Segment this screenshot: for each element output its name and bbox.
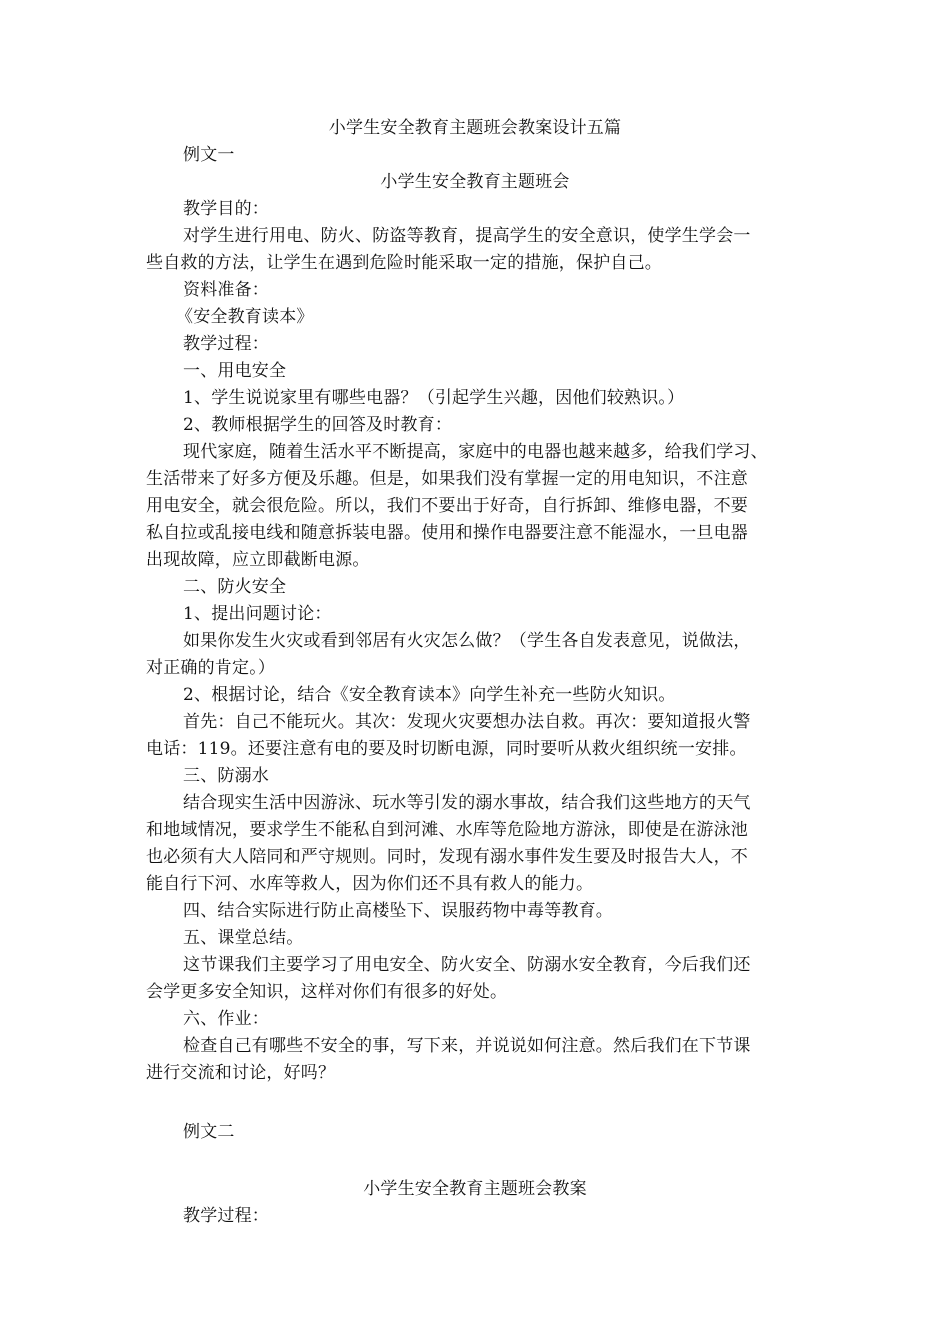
- materials-item: 《安全教育读本》: [176, 307, 314, 327]
- list-item: 1、提出问题讨论：: [183, 604, 332, 624]
- paragraph-line: 会学更多安全知识，这样对你们有很多的好处。: [146, 982, 508, 1002]
- section-heading: 三、防溺水: [183, 766, 269, 786]
- document-title: 小学生安全教育主题班会教案设计五篇: [328, 118, 622, 138]
- paragraph-line: 检查自己有哪些不安全的事，写下来，并说说如何注意。然后我们在下节课: [183, 1036, 751, 1056]
- paragraph-line: 电话：119。还要注意有电的要及时切断电源，同时要听从救火组织统一安排。: [146, 739, 747, 759]
- paragraph-line: 用电安全，就会很危险。所以，我们不要出于好奇，自行拆卸、维修电器，不要: [146, 496, 748, 516]
- paragraph-line: 进行交流和讨论，好吗？: [146, 1063, 336, 1083]
- section-heading: 四、结合实际进行防止高楼坠下、误服药物中毒等教育。: [183, 901, 613, 921]
- paragraph-line: 生活带来了好多方便及乐趣。但是，如果我们没有掌握一定的用电知识，不注意: [146, 469, 748, 489]
- example2-title: 小学生安全教育主题班会教案: [363, 1179, 587, 1199]
- example2-label: 例文二: [183, 1122, 235, 1142]
- paragraph-line: 也必须有大人陪同和严守规则。同时，发现有溺水事件发生要及时报告大人，不: [146, 847, 748, 867]
- section-heading: 五、课堂总结。: [183, 928, 304, 948]
- paragraph-line: 和地域情况，要求学生不能私自到河滩、水库等危险地方游泳，即使是在游泳池: [146, 820, 748, 840]
- objective-line: 对学生进行用电、防火、防盗等教育，提高学生的安全意识，使学生学会一: [183, 226, 751, 246]
- paragraph-line: 能自行下河、水库等救人，因为你们还不具有救人的能力。: [146, 874, 594, 894]
- paragraph-line: 如果你发生火灾或看到邻居有火灾怎么做？（学生各自发表意见，说做法，: [183, 631, 751, 651]
- paragraph-line: 私自拉或乱接电线和随意拆装电器。使用和操作电器要注意不能湿水，一旦电器: [146, 523, 748, 543]
- section-heading: 二、防火安全: [183, 577, 287, 597]
- paragraph-line: 对正确的肯定。）: [146, 658, 276, 678]
- section-heading: 六、作业：: [183, 1009, 269, 1029]
- objective-line: 些自救的方法，让学生在遇到危险时能采取一定的措施，保护自己。: [146, 253, 662, 273]
- objective-heading: 教学目的：: [183, 199, 269, 219]
- example1-title: 小学生安全教育主题班会: [380, 172, 570, 192]
- section-heading: 一、用电安全: [183, 361, 287, 381]
- paragraph-line: 出现故障，应立即截断电源。: [146, 550, 370, 570]
- process-heading: 教学过程：: [183, 1206, 269, 1226]
- paragraph-line: 首先：自己不能玩火。其次：发现火灾要想办法自救。再次：要知道报火警: [183, 712, 751, 732]
- paragraph-line: 现代家庭，随着生活水平不断提高，家庭中的电器也越来越多，给我们学习、: [183, 442, 768, 462]
- list-item: 2、根据讨论，结合《安全教育读本》向学生补充一些防火知识。: [183, 685, 676, 705]
- list-item: 2、教师根据学生的回答及时教育：: [183, 415, 453, 435]
- list-item: 1、学生说说家里有哪些电器？（引起学生兴趣，因他们较熟识。）: [183, 388, 685, 408]
- process-heading: 教学过程：: [183, 334, 269, 354]
- paragraph-line: 结合现实生活中因游泳、玩水等引发的溺水事故，结合我们这些地方的天气: [183, 793, 751, 813]
- materials-heading: 资料准备：: [183, 280, 269, 300]
- paragraph-line: 这节课我们主要学习了用电安全、防火安全、防溺水安全教育，今后我们还: [183, 955, 751, 975]
- example1-label: 例文一: [183, 145, 235, 165]
